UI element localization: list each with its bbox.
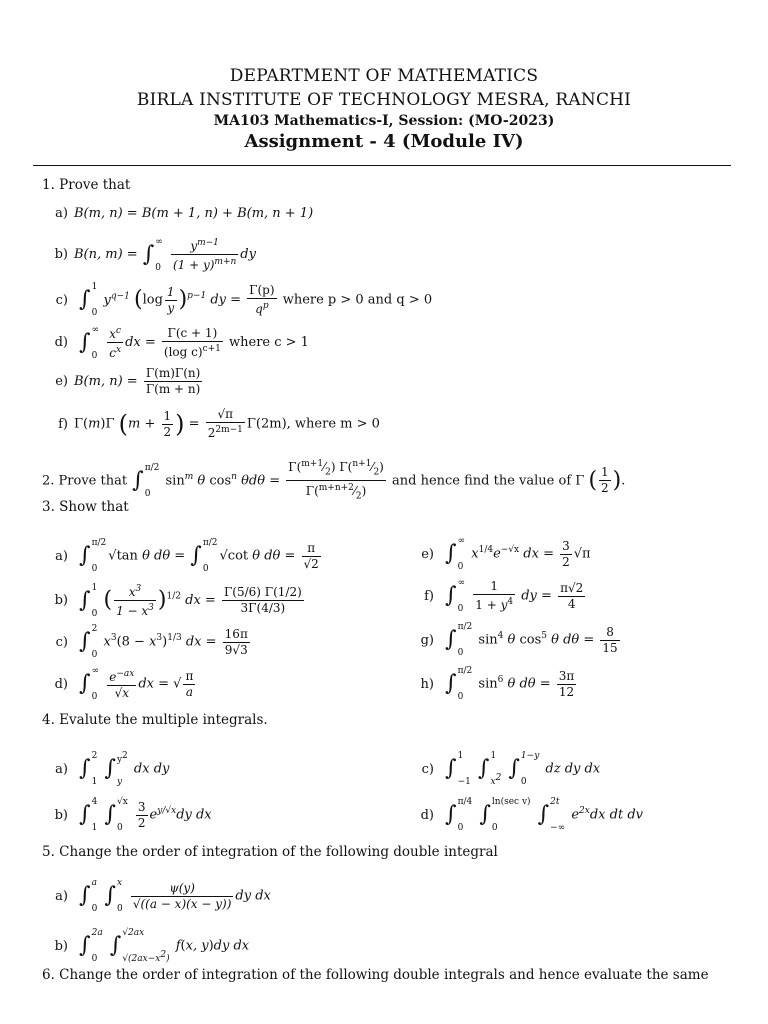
question-2: 2. Prove that ∫ π/2 0 $\sin^m \theta$ $\cos^n \theta d\theta$ = $\frac{\Gamma(^{m+1}⁄_2) \Gamma(^{n+1}⁄_2)}{\Gamma(^{m+n+2}⁄_2)}$ and hence find the value of Γ ( $\frac{1}{2}$ ).	[42, 459, 626, 502]
q4-part-b: b) ∫ 4 1 ∫ √x 0 $\frac{3}{2}$ $e^{y/√x}dy$ dx	[54, 797, 212, 833]
q3-part-f: f) ∫ ∞ 0 $\frac{1}{1 + y^4}$ dy = $\frac{\pi√2}{4}$	[424, 578, 584, 614]
q1-part-e: e) B(m, n) = $\frac{\Gamma(m)\Gamma(n)}{\Gamma(m + n)}$	[55, 366, 201, 396]
q1-part-f: f) Γ(m)Γ (m + $\frac{1}{2}$ ) = $\frac{√\pi}{2^{2m-1}}$ Γ(2m), where m > 0	[58, 407, 380, 440]
q5-part-b: b) ∫ 2a 0 ∫ √2ax $√(2ax-x^2)$ f(x, y)dy dx	[54, 928, 250, 964]
course-title: MA103 Mathematics-I, Session: (MO-2023)	[213, 113, 555, 129]
question-1-label: 1. Prove that	[42, 177, 131, 193]
question-6-label: 6. Change the order of integration of the following double integrals and hence evaluate the same	[42, 967, 709, 983]
q1-f-tail: Γ(2m), where m > 0	[246, 416, 380, 432]
q3-part-h: h) ∫ π/2 0 $\sin^6 \theta$ dθ = $\frac{3\pi}{12}$	[420, 666, 575, 702]
q3-part-d: d) ∫ ∞ 0 $\frac{e^{-ax}}{√x}$ dx = √ $\frac{\pi}{a}$	[54, 666, 194, 702]
question-2-label: 2. Prove that	[42, 473, 128, 489]
q5-part-a: a) ∫ a 0 ∫ x 0 $\frac{\psi(y)}{√((a - x)(x - y))}$ dy dx	[55, 878, 271, 914]
department-title: DEPARTMENT OF MATHEMATICS	[229, 66, 539, 86]
q4-part-c: c) ∫ 1 −1 ∫ 1 $x^2$ ∫ 1−y 0 dz dy dx	[421, 751, 601, 787]
q1-part-c: c) ∫ 1 0 $y^{q-1}$ (log $\frac{1}{y}$ )$^{p-1}$ dy = $\frac{\Gamma(p)}{q^p}$ where p > 0 and q > 0	[55, 282, 433, 318]
q3-part-b: b) ∫ 1 0 ( $\frac{x^3}{1 - x^3}$ )$^{1/2}$ dx = $\frac{\Gamma(5/6) \Gamma(1/2)}{3\Gamma(4/3)}$	[54, 582, 302, 619]
q3-part-c: c) ∫ 2 0 $x^3(8 - x^3)^{1/3}$ dx = $\frac{16\pi}{9√3}$	[55, 624, 248, 660]
q3-part-a: a) ∫ π/2 0 √tan θ dθ = ∫ π/2 0 √cot θ dθ = $\frac{\pi}{√2}$	[55, 538, 319, 574]
q4-part-d: d) ∫ π/4 0 ∫ ln(sec v) 0 ∫ 2t −∞ $e^{2x}dx$ dt dv	[420, 797, 643, 833]
q1-part-b: b) B(n, m) = ∫ ∞ 0 $\frac{y^{m-1}}{(1 + y)^{m+n}}$ dy	[54, 236, 256, 273]
question-5-label: 5. Change the order of integration of the following double integral	[42, 844, 498, 860]
q4-part-a: a) ∫ 2 1 ∫ $y^2$ y dx dy	[55, 751, 170, 787]
question-3-label: 3. Show that	[42, 499, 129, 515]
q1-c-condition: where p > 0 and q > 0	[282, 292, 433, 308]
institute-title: BIRLA INSTITUTE OF TECHNOLOGY MESRA, RANCHI	[136, 90, 632, 110]
q1-a-expr: B(m, n) = B(m + 1, n) + B(m, n + 1)	[74, 206, 314, 221]
question-4-label: 4. Evalute the multiple integrals.	[42, 712, 268, 728]
assignment-title: Assignment - 4 (Module IV)	[244, 131, 524, 152]
q1-part-a: a) B(m, n) = B(m + 1, n) + B(m, n + 1)	[55, 206, 314, 221]
q3-part-e: e) ∫ ∞ 0 $x^{1/4}e^{-√x}$ dx = $\frac{3}{2}$ √π	[421, 536, 591, 572]
question-2-tail: and hence find the value of Γ	[392, 473, 585, 489]
q3-part-g: g) ∫ π/2 0 $\sin^4 \theta$ $\cos^5 \theta$ dθ = $\frac{8}{15}$	[420, 622, 618, 658]
header-rule	[33, 165, 731, 166]
q1-part-d: d) ∫ ∞ 0 $\frac{x^c}{c^x}$ dx = $\frac{\Gamma(c + 1)}{(\log c)^{c+1}}$ where c > 1	[54, 324, 309, 361]
q1-d-condition: where c > 1	[229, 335, 309, 350]
